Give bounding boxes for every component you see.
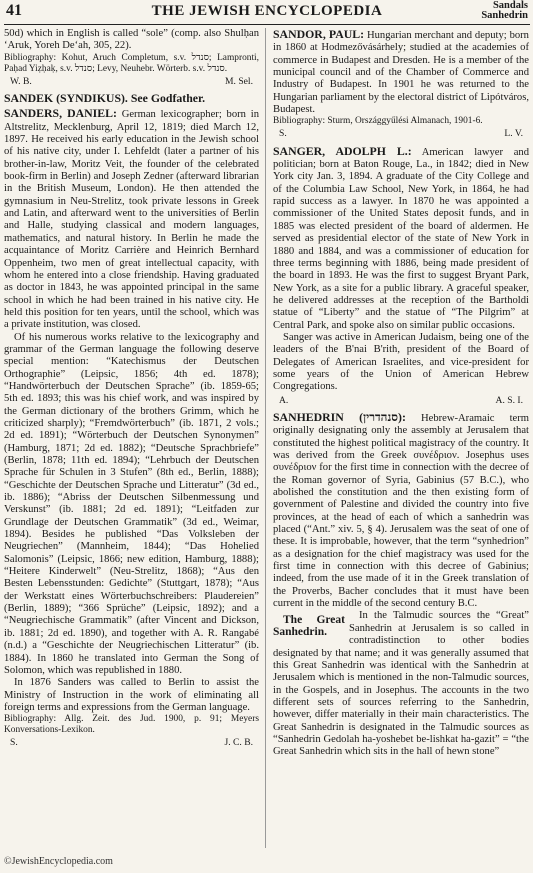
entry-heading-sanders: SANDERS, DANIEL: [4, 106, 117, 121]
signature-right: A. S. I. [495, 394, 523, 406]
entry-text: In the Talmudic sources the “Great” Sanhedrin at Jerusalem is so called in contradistinction to other bodies designated by that name; and it was generally assumed that this Great Sanhedrin was identical with the Sanhedrin at Jerusalem which is mentioned in the non-Talmudic sources, in the Gospels, and in Josephus. The accounts in the two different sets of sources referring to the Sanhedrin, however, differ materially in their main characteristics. The Great Sanhedrin is designated in the Talmudic sources as “Sanhedrin Gedolah ha-yoshebet be-lishkat ha-gazit” = “the Great Sanhedrin which sits in the hall of hewn stone” [273, 610, 529, 758]
signature-line [279, 128, 523, 140]
signature-line [10, 76, 253, 88]
entry-text: Hungarian merchant and deputy; born in 1860 at Hodmezővásárhely; studied at the academies of commerce in Budapest and Dresden. He is a member of the municipal council and of the Chamber of Commerce and Industry of Budapest. In 1901 he was returned to the Hungarian parliament by the electoral district of Lipótváros, Budapest. [273, 30, 529, 116]
signature-left: W. B. [10, 75, 32, 87]
entry-heading-sandor: SANDOR, PAUL: [273, 27, 365, 41]
entry-sandor [273, 28, 529, 116]
column-divider [265, 28, 266, 848]
bibliography-sandals: Bibliography: Kohut, Aruch Completum, s.v. סנדל; Lampronti, Paḥad Yiẓḥaḳ, s.v. סנדל; Levy, Neuhebr. Wörterb. s.v. סנדל. [4, 52, 259, 74]
entry-sanhedrin-p2 [273, 610, 529, 758]
entry-text: German lexicographer; born in Altstrelitz, Mecklenburg, April 12, 1819; died March 12, 1897. He received his early education in the Jewish school of his native city, under I. Lehfeldt (later a partner of his brother-in-law, Moritz Veit, the founder of the celebrated book-firm in Berlin) and Joseph Zedner (afterward librarian in the British Museum, London). He then attended the gymnasium in Neu-Strelitz, took private lessons in Greek and Latin, and afterward went to the universities of Berlin and Halle, studying classical and modern languages, mathematics, and natural history. In Berlin he made the acquaintance of Moritz Carrière and Heinrich Bernhard Oppenheim, two men of great intellectual capacity, with whom he entered into a close friendship. Having graduated as doctor in 1843, he was appointed principal in the same school in which he had been trained in his native city. He held this position for ten years, until the school, which was a private institution, was closed. [4, 109, 259, 331]
entry-sanders-p3: In 1876 Sanders was called to Berlin to assist the Ministry of Instruction in the work of eliminating all foreign terms and expressions from the German language. [4, 677, 259, 713]
running-head-line1: Sandals [492, 0, 528, 11]
intro-paragraph: 50d) which in English is called “sole” (comp. also Shulḥan ‘Aruk, Yoreh De‘ah, 305, 22). [4, 28, 259, 52]
bibliography-sanders: Bibliography: Allg. Zeit. des Jud. 1900, p. 91; Meyers Konversations-Lexikon. [4, 714, 259, 736]
signature-left: A. [279, 394, 289, 406]
entry-sandek: SANDEK (SYNDIKUS). See Godfather. [4, 91, 206, 106]
entry-sanders-p1 [4, 107, 259, 331]
signature-left: S. [10, 737, 18, 749]
page-header [4, 2, 530, 25]
entry-text: American lawyer and politician; born at Baton Rouge, La., in 1842; died in New York city Jan. 3, 1894. A graduate of the City College and of the Columbia Law School, New York, in 1864, he had rapid success as a lawyer. In 1870 he was appointed a commissioner of the United States deposit funds, and in 1885 was elected president of the board of aldermen. He served as presidential elector of the state of New York in 1880 and 1884, and was a commissioner of education for three terms beginning with 1886, being made president of the board in 1893. He was the first to suggest Bryant Park, New York, as a site for a public library. A graceful speaker, he delivered addresses at the reception of the Bartholdi statue of “Liberty” and the statue of “The Pilgrim” at Central Park, and spoke also on similar public occasions. [273, 146, 529, 331]
signature-right: J. C. B. [224, 737, 253, 749]
page-title: THE JEWISH ENCYCLOPEDIA [151, 3, 383, 19]
entry-sanger-p1 [273, 145, 529, 332]
entry-heading-sanger: SANGER, ADOLPH L.: [273, 143, 412, 158]
signature-right: L. V. [504, 128, 523, 140]
right-column [273, 28, 529, 759]
entry-sanger-p2: Sanger was active in American Judaism, being one of the leaders of the B'nai B'rith, president of the Board of Delegates of American Israelites, and vice-president for some years of the Union of American Hebrew Congregations. [273, 331, 529, 393]
copyright-footer: ©JewishEncyclopedia.com [4, 856, 113, 867]
entry-sanders-p2: Of his numerous works relative to the lexicography and grammar of the German language the following deserve special mention: “Katechismus der Deutschen Orthographie” (Leipsic, 1856; 4th ed. 1878); “Handwörterbuch der Deutschen Sprache” (ib. 1859-65; 5th ed. 1893; this was his chief work, and was inspired by the German dictionary of the brothers Grimm, which he criticized sharply); “Fremdwörterbuch” (ib. 1871, 2 vols.; 2d ed. 1891); “Wörterbuch der Deutschen Synonymen” (Hamburg, 1871; 2d ed. 1882); “Deutsche Sprachbriefe” (Berlin, 1878; 11th ed. 1894); “Lehrbuch der Deutschen Sprache für Schulen in 3 Stufen” (8th ed., Berlin, 1888); “Geschichte der Deutschen Sprache und Litteratur” (3d ed., ib. 1886); “Abriss der Deutschen Silbenmessung und Verskunst” (ib. 1881; 2d ed. 1891); “Leitfaden zur Grundlage der Deutschen Grammatik” (3d ed., Weimar, 1894). Besides he published “Das Volksleben der Neugriechen” (Mannheim, 1844); “Das Hohelied Salomonis” (Leipsic, 1866; new edition, Hamburg, 1888); “Heitere Kinderwelt” (Neu-Strelitz, 1868); “Aus den Besten Lebensstunden: Gedichte” (Stuttgart, 1878); “Aus der Werkstatt eines Wörterbuchschreibers: Plaudereien” (Berlin, 1889); “366 Sprüche” (Leipsic, 1892); and a “Neugriechische Grammatik” (after Vincent and Dickson, ib. 1881; 2d ed. 1890), and together with A. R. Rangabé (n.d.) a “Geschichte der Neugriechischen Litteratur” (ib. 1884). In 1860 he translated into German the Song of Solomon, which was republished in 1880. [4, 331, 259, 676]
signature-line [10, 737, 253, 749]
margin-note: The Great Sanhedrin. [273, 614, 345, 639]
page-number: 41 [6, 2, 22, 19]
entry-sanhedrin-p1 [273, 411, 529, 611]
entry-heading-sanhedrin: SANHEDRIN (סנהדרין): [273, 409, 406, 424]
left-column [4, 28, 259, 754]
running-head-line2: Sanhedrin [481, 10, 528, 21]
bibliography-sandor: Bibliography: Sturm, Országgyűlési Almanach, 1901-6. [273, 116, 483, 127]
entry-text: Hebrew-Aramaic term originally designating only the assembly at Jerusalem that constituted the highest political magistracy of the country. It was derived from the Greek συνέδριον. Josephus uses συνέδριον for the first time in connection with the decree of the Roman governor of Syria, Gabinius (57 B.C.), who abolished the constitution and the then existing form of government of Palestine and divided the country into five provinces, at the head of each of which a sanhedrin was placed (“Ant.” xiv. 5, § 4). Jerusalem was the seat of one of these. It is improbable, however, that the term “synhedrion” as a designation for the chief magistracy was used for the first time in connection with this decree of Gabinius; indeed, from the use made of it in the Greek translation of the Proverbs, Bacher concludes that it must have been current in the middle of the second century B.C. [273, 412, 529, 610]
running-head [481, 1, 528, 21]
signature-left: S. [279, 128, 287, 140]
signature-right: M. Sel. [225, 75, 253, 87]
signature-line [279, 395, 523, 407]
